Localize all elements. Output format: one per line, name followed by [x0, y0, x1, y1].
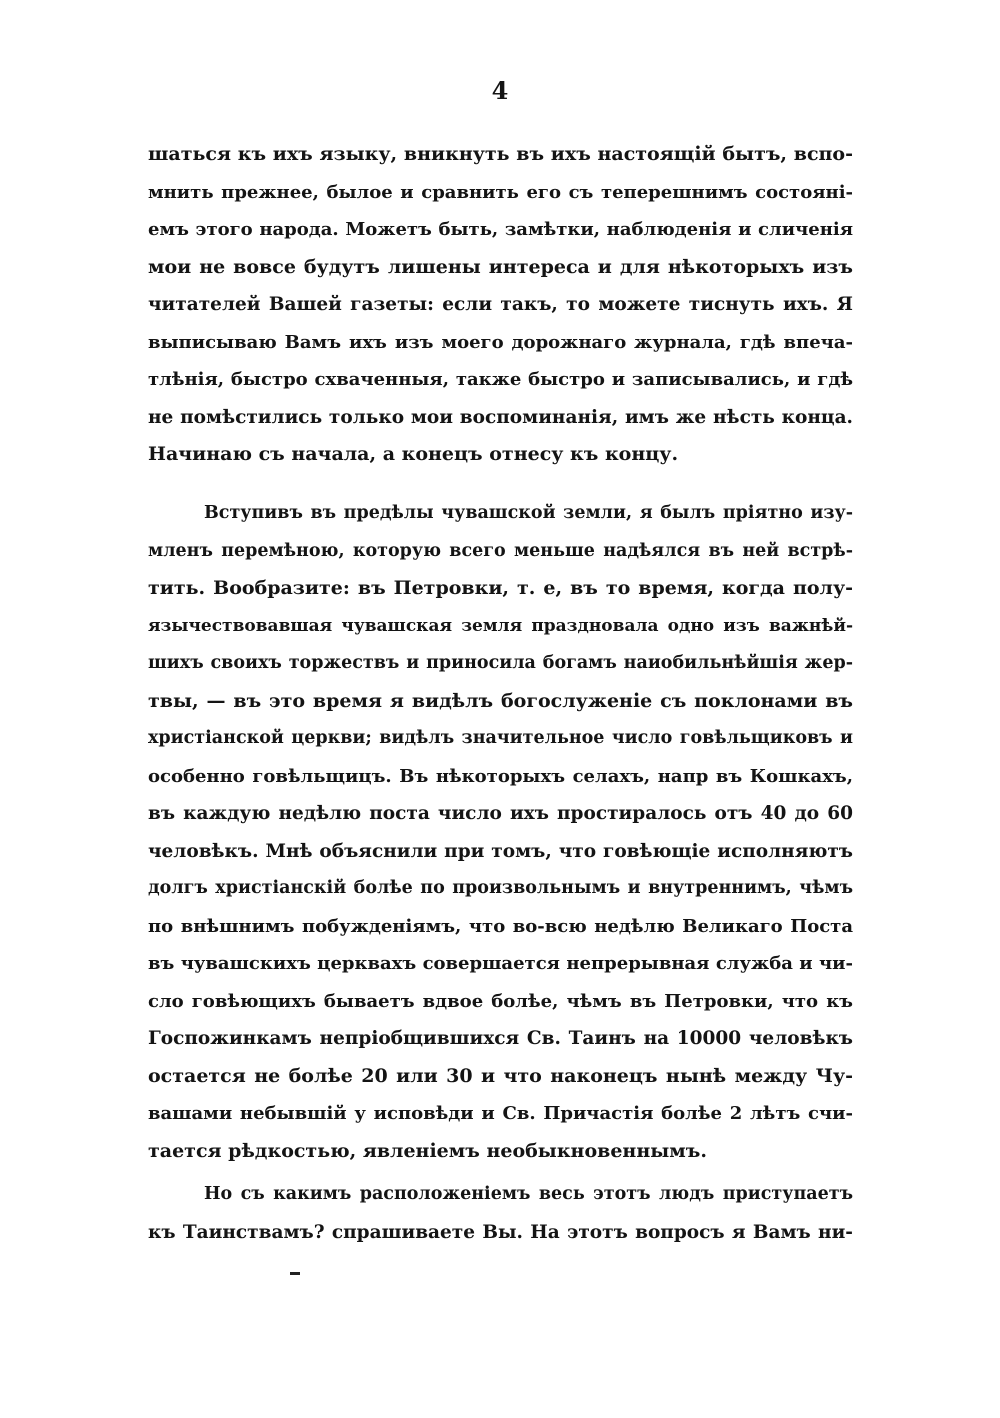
text-line: Вступивъ въ предѣлы чувашской земли, я былъ пріятно изу- — [204, 503, 853, 523]
text-line: емъ этого народа. Можетъ быть, замѣтки, наблюденія и сличенія — [148, 219, 853, 240]
text-line: не помѣстились только мои воспоминанія, имъ же нѣсть конца. — [148, 406, 853, 428]
text-line: по внѣшнимъ побужденіямъ, что во-всю недѣлю Великаго Поста — [148, 915, 853, 937]
text-line: человѣкъ. Мнѣ объяснили при томъ, что говѣющіе исполняютъ — [148, 840, 853, 862]
page-number: 4 — [491, 76, 509, 105]
text-line: мнить прежнее, былое и сравнить его съ теперешнимъ состояні- — [148, 181, 853, 203]
text-line: долгъ христіанскій болѣе по произвольнымъ и внутреннимъ, чѣмъ — [148, 878, 853, 898]
text-line: вашами небывшій у исповѣди и Св. Причастія болѣе 2 лѣтъ счи- — [148, 1103, 853, 1124]
text-line: Но съ какимъ расположеніемъ весь этотъ людъ приступаетъ — [204, 1184, 853, 1204]
text-line: тается рѣдкостью, явленіемъ необыкновеннымъ. — [148, 1139, 707, 1162]
text-line: сло говѣющихъ бываетъ вдвое болѣе, чѣмъ въ Петровки, что къ — [148, 990, 853, 1012]
text-line: читателей Вашей газеты: если такъ, то можете тиснуть ихъ. Я — [148, 294, 853, 315]
text-line: въ каждую недѣлю поста число ихъ простиралось отъ 40 до 60 — [148, 803, 853, 824]
text-line: тлѣнія, быстро схваченныя, также быстро и записывались, и гдѣ — [148, 369, 853, 390]
text-line: мои не вовсе будутъ лишены интереса и для нѣкоторыхъ изъ — [148, 255, 853, 278]
text-line: остается не болѣе 20 или 30 и что наконецъ нынѣ между Чу- — [148, 1064, 853, 1087]
text-line: выписываю Вамъ ихъ изъ моего дорожнаго журнала, гдѣ впеча- — [148, 331, 853, 353]
text-line: тить. Вообразите: въ Петровки, т. е, въ то время, когда полу- — [148, 577, 853, 599]
text-line: къ Таинствамъ? спрашиваете Вы. На этотъ вопросъ я Вамъ ни- — [148, 1221, 853, 1243]
text-line: мленъ перемѣною, которую всего меньше надѣялся въ ней встрѣ- — [148, 540, 853, 561]
text-line: твы, — въ это время я видѣлъ богослуженіе съ поклонами въ — [148, 689, 853, 712]
text-line: Начинаю съ начала, а конецъ отнесу къ концу. — [148, 443, 679, 465]
text-line: особенно говѣльщицъ. Въ нѣкоторыхъ селахъ, напр въ Кошкахъ, — [148, 765, 853, 787]
text-line: христіанской церкви; видѣлъ значительное число говѣльщиковъ и — [148, 728, 853, 748]
paragraph-1 — [148, 136, 853, 474]
text-line: въ чувашскихъ церквахъ совершается непрерывная служба и чи- — [148, 953, 853, 974]
text-line: шихъ своихъ торжествъ и приносила богамъ наиобильнѣйшія жер- — [148, 653, 853, 673]
paragraph-3 — [148, 1176, 853, 1251]
text-line: Госпожинкамъ непріобщившихся Св. Таинъ на 10000 человѣкъ — [148, 1028, 853, 1049]
text-line: язычествовавшая чувашская земля праздновала одно изъ важнѣй- — [148, 615, 853, 636]
ink-mark — [290, 1272, 300, 1275]
paragraph-2 — [148, 495, 853, 1170]
text-line: шаться къ ихъ языку, вникнуть въ ихъ настоящій бытъ, вспо- — [148, 143, 853, 165]
